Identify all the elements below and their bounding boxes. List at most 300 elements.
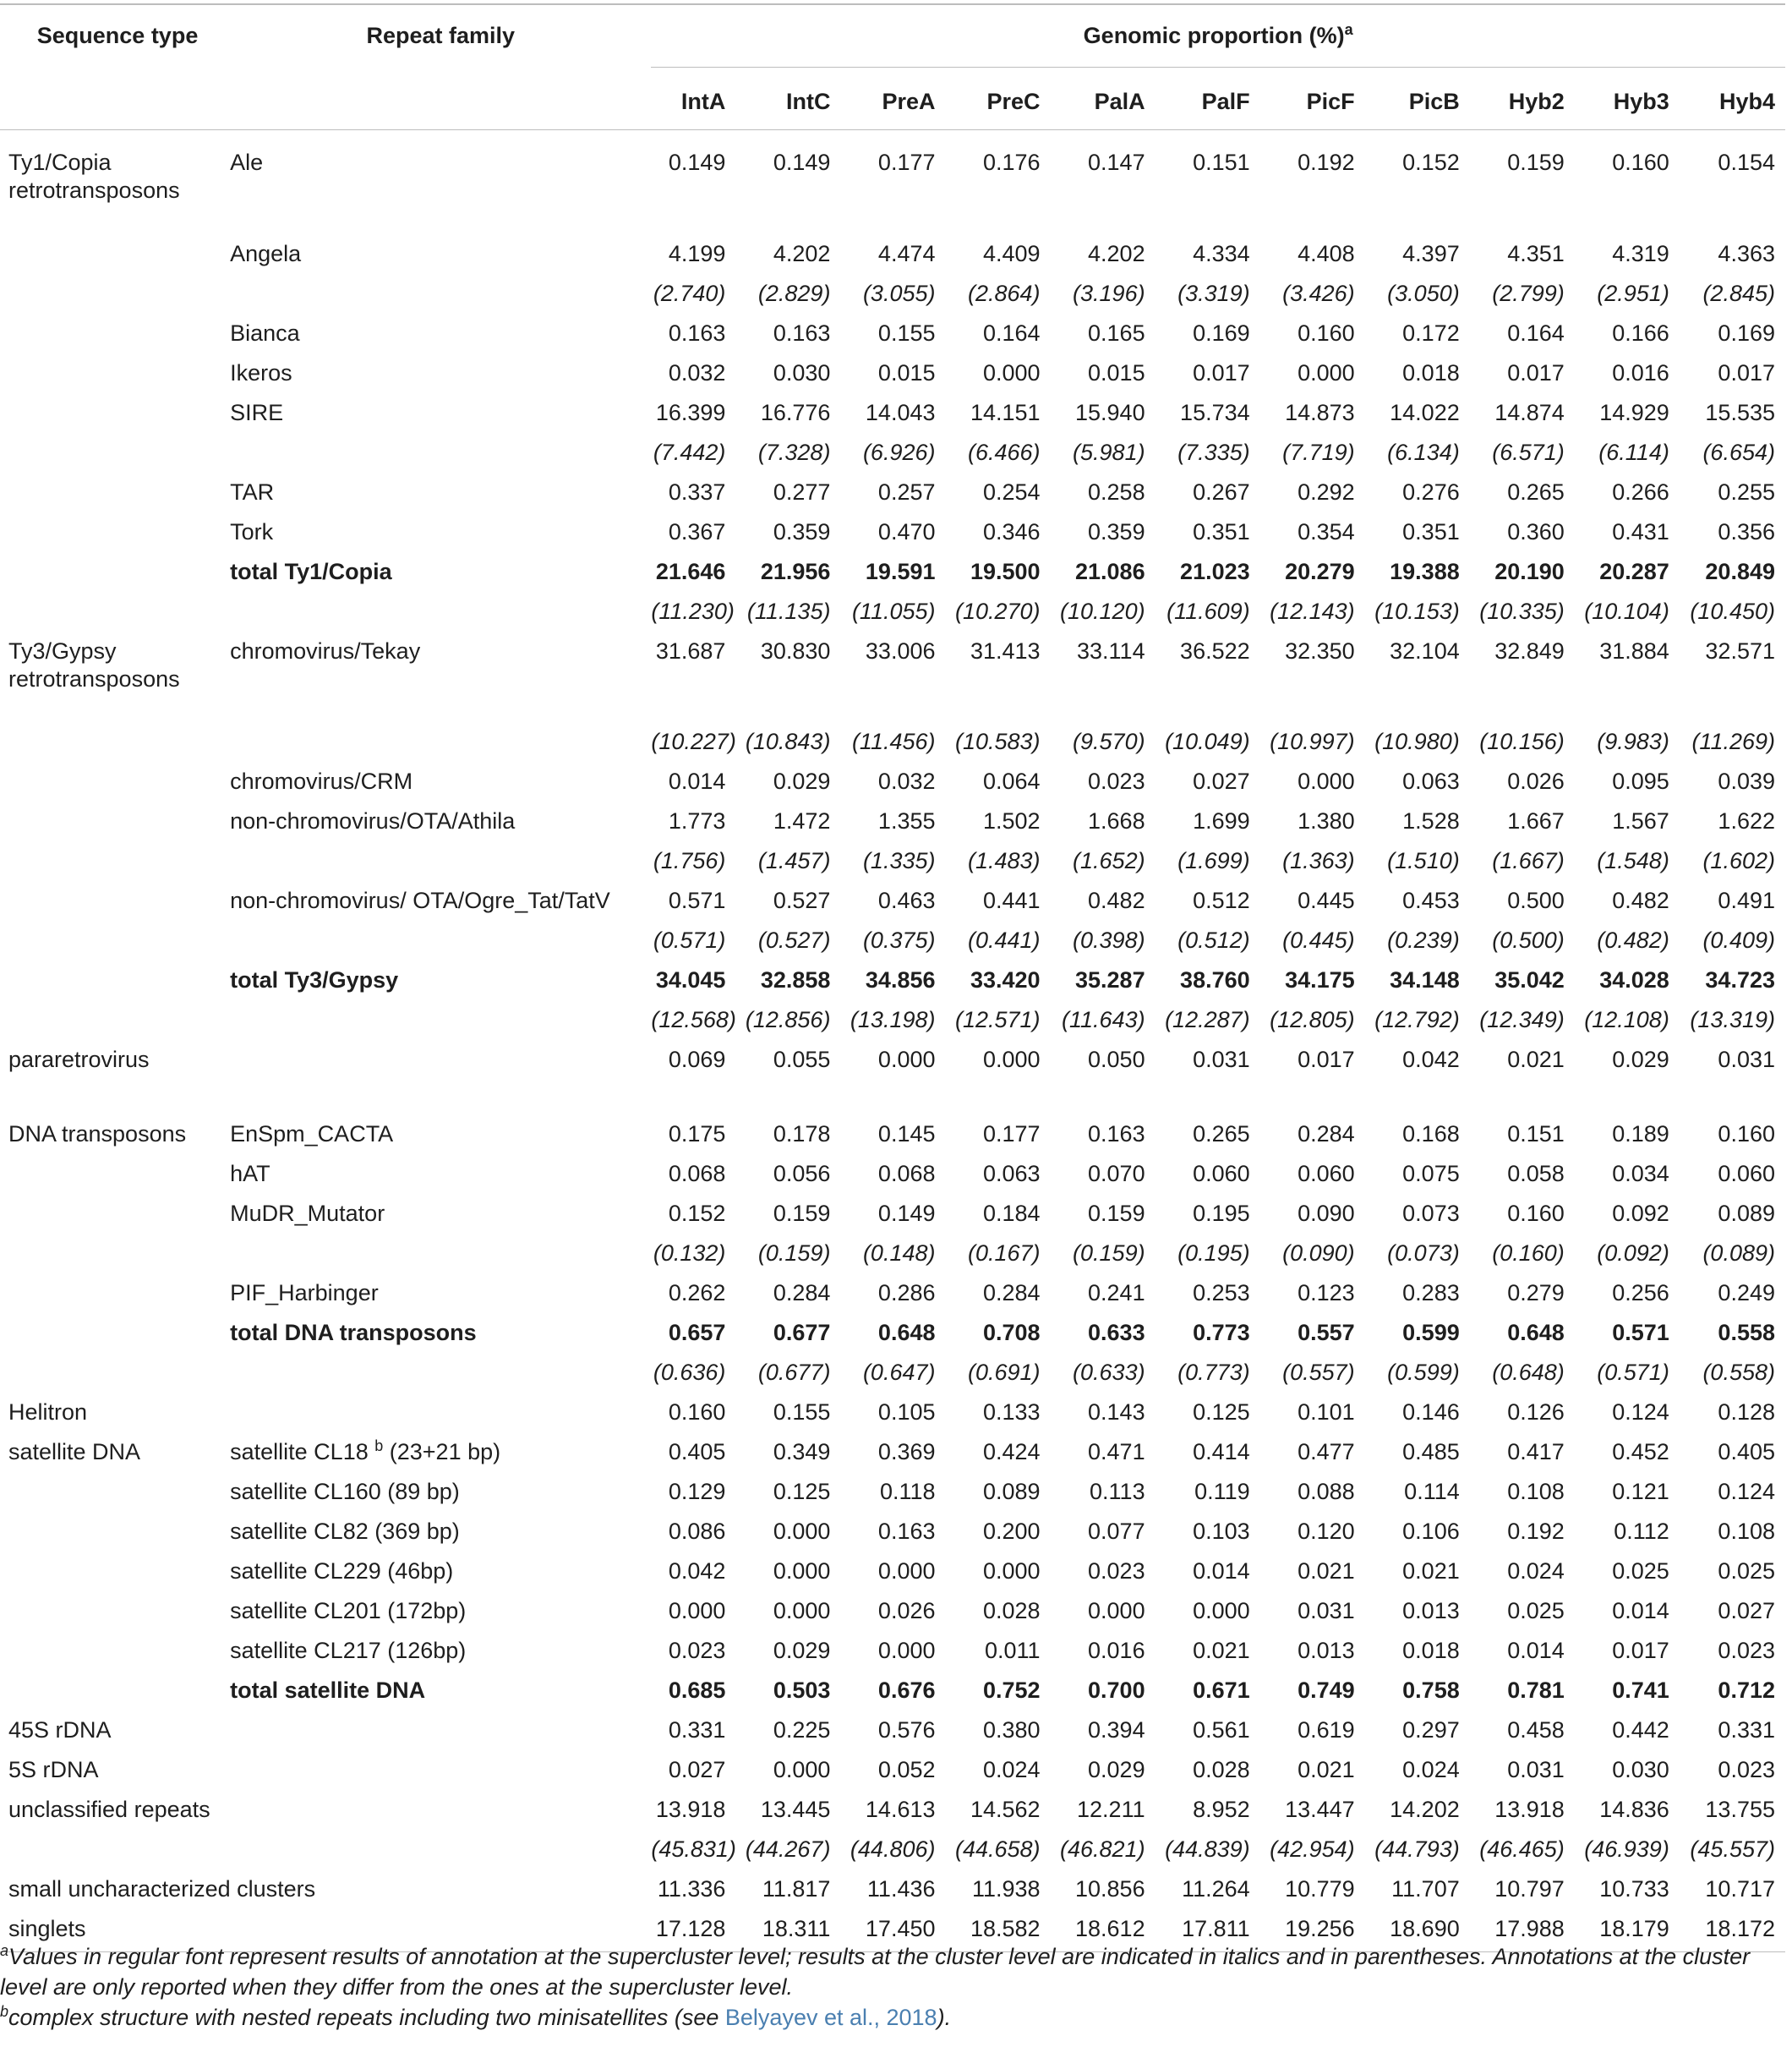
value-cell-pala: 0.050 [1088,1047,1145,1072]
value-cell-picf: 19.256 [1260,1909,1365,1952]
repeat-family-cell [227,1432,651,1472]
value-cell-hyb2: (1.667) [1492,848,1565,873]
value-cell-hyb4: (6.654) [1702,440,1775,465]
value-cell-hyb4: (1.602) [1702,848,1775,873]
footnote-b-mark: b [0,2003,9,2020]
value-cell-prea: 14.043 [865,400,936,425]
value-cell-picb: 0.152 [1402,150,1460,175]
table-row [0,473,1785,512]
value-cell-hyb2: 0.031 [1507,1757,1565,1782]
value-cell-palf: 0.125 [1193,1399,1250,1425]
value-cell-pala: 15.940 [1075,400,1145,425]
value-cell-inta: 0.068 [668,1161,726,1186]
value-cell-picf: (10.997) [1270,729,1355,754]
value-cell-picf: 34.175 [1285,967,1355,993]
value-cell-hyb4: 0.712 [1718,1678,1775,1703]
value-cell-palf: (3.319) [1177,281,1250,306]
value-cell-picb: 1.528 [1402,808,1460,834]
value-cell-pala: 10.856 [1075,1876,1145,1902]
value-cell-hyb2: 4.351 [1507,241,1565,266]
value-cell-inta: (12.568) [651,1007,736,1032]
value-cell-prec: 0.441 [982,888,1041,913]
value-cell-prec: 0.000 [982,1558,1041,1584]
value-cell-inta: (10.227) [651,729,736,754]
value-cell-picf: 0.021 [1298,1757,1355,1782]
value-cell-prea: 0.000 [877,1638,936,1663]
value-cell-hyb3: 0.571 [1612,1320,1669,1345]
footnote-mark-a: a [1344,21,1353,38]
value-cell-intc: 0.000 [773,1558,831,1584]
table-row [0,961,1785,1000]
value-cell-hyb3: 0.034 [1612,1161,1669,1186]
value-cell-inta: 0.042 [668,1558,726,1584]
column-header-hyb2: Hyb2 [1470,68,1575,130]
value-cell-palf: 0.027 [1193,769,1250,794]
repeat-family-cell: MuDR_Mutator [230,1201,385,1226]
value-cell-prea: 0.068 [877,1161,936,1186]
value-cell-prec: 0.346 [982,519,1041,545]
value-cell-hyb2: 0.021 [1507,1047,1565,1072]
value-cell-hyb4: 0.558 [1718,1320,1775,1345]
value-cell-picb: 18.690 [1365,1909,1470,1952]
table-row [0,921,1785,961]
value-cell-prea: (44.806) [850,1836,936,1862]
value-cell-picf: 0.192 [1298,150,1355,175]
sequence-type-cell [0,314,227,353]
value-cell-palf: 0.021 [1193,1638,1250,1663]
table-row [0,314,1785,353]
value-cell-picb: 0.351 [1402,519,1460,545]
footnote-a [0,1941,1785,2002]
value-cell-palf: (12.287) [1165,1007,1250,1032]
value-cell-hyb3: 0.442 [1612,1717,1669,1743]
value-cell-hyb3: 0.124 [1612,1399,1669,1425]
value-cell-prea: 0.105 [877,1399,936,1425]
value-cell-prec: 19.500 [970,559,1041,584]
value-cell-hyb3: (0.482) [1597,928,1669,953]
value-cell-intc: 0.527 [773,888,831,913]
value-cell-hyb2: (12.349) [1479,1007,1565,1032]
sequence-type-cell: Ty1/Copia retrotransposons [8,150,180,203]
value-cell-picf: (0.090) [1282,1240,1355,1266]
table-row [0,841,1785,881]
value-cell-hyb2: 0.025 [1507,1598,1565,1623]
value-cell-hyb2: 0.192 [1507,1519,1565,1544]
repeat-family-cell [227,841,651,881]
value-cell-hyb2: 0.500 [1507,888,1565,913]
value-cell-palf: 0.253 [1193,1280,1250,1305]
table-row [0,512,1785,552]
value-cell-pala: 0.163 [1088,1121,1145,1147]
value-cell-prec: 0.200 [982,1519,1041,1544]
value-cell-inta: 0.571 [668,888,726,913]
table-row [0,1750,1785,1790]
value-cell-prec: (10.583) [954,729,1041,754]
value-cell-pala: 1.668 [1088,808,1145,834]
value-cell-picf: 0.557 [1298,1320,1355,1345]
value-cell-prec: 0.028 [982,1598,1041,1623]
value-cell-picb: 34.148 [1390,967,1460,993]
value-cell-picb: 11.707 [1391,1876,1460,1902]
value-cell-prea: 1.355 [877,808,936,834]
value-cell-picb: (10.153) [1374,599,1460,624]
value-cell-intc: 11.817 [762,1876,831,1902]
value-cell-picb: 32.104 [1390,638,1460,664]
table-row [0,353,1785,393]
value-cell-inta: 21.646 [655,559,726,584]
repeat-family-cell: TAR [230,479,275,505]
value-cell-hyb2: 0.151 [1507,1121,1565,1147]
value-cell-prea: (6.926) [862,440,936,465]
value-cell-hyb3: 20.287 [1599,559,1669,584]
sequence-type-cell: small uncharacterized clusters [8,1876,316,1902]
value-cell-prea: 14.613 [865,1797,936,1822]
value-cell-hyb4: 0.124 [1718,1479,1775,1504]
value-cell-picf: 0.000 [1298,360,1355,386]
value-cell-intc: 13.445 [760,1797,831,1822]
value-cell-picf: (3.426) [1282,281,1355,306]
value-cell-hyb2: 1.667 [1507,808,1565,834]
value-cell-palf: 0.169 [1193,320,1250,346]
repeat-family-cell: satellite CL82 (369 bp) [230,1519,460,1544]
value-cell-inta: 31.687 [655,638,726,664]
repeat-family-cell: SIRE [230,400,284,425]
table-row [0,1000,1785,1040]
value-cell-hyb4: 0.491 [1718,888,1775,913]
table-row [0,762,1785,802]
value-cell-prec: 0.000 [982,1047,1041,1072]
repeat-family-cell [227,1000,651,1040]
value-cell-pala: 4.202 [1088,241,1145,266]
value-cell-intc: 0.159 [773,1201,831,1226]
value-cell-palf: 0.512 [1193,888,1250,913]
value-cell-prea: (0.148) [862,1240,936,1266]
value-cell-intc: 0.000 [773,1757,831,1782]
value-cell-prec: 0.424 [982,1439,1041,1464]
value-cell-inta: 0.129 [668,1479,726,1504]
value-cell-picf: 13.447 [1285,1797,1355,1822]
repeat-family-cell: satellite CL217 (126bp) [230,1638,467,1663]
value-cell-hyb4: 0.249 [1718,1280,1775,1305]
value-cell-intc: (0.527) [757,928,831,953]
value-cell-intc: 0.349 [773,1439,831,1464]
table-row [0,1234,1785,1273]
sequence-type-cell [0,1194,227,1234]
table-row [0,1432,1785,1472]
table-row [0,1552,1785,1591]
value-cell-inta: 0.175 [668,1121,726,1147]
value-cell-picb: 4.397 [1402,241,1460,266]
repeat-family-cell: Bianca [230,320,300,346]
value-cell-picb: 0.075 [1402,1161,1460,1186]
value-cell-prea: 19.591 [865,559,936,584]
value-cell-picb: 0.063 [1402,769,1460,794]
value-cell-picf: (0.557) [1282,1360,1355,1385]
value-cell-intc: 0.055 [773,1047,831,1072]
value-cell-palf: 11.264 [1182,1876,1250,1902]
value-cell-prec: 0.177 [982,1121,1041,1147]
value-cell-prea: 0.052 [877,1757,936,1782]
value-cell-hyb4: 0.255 [1718,479,1775,505]
value-cell-palf: 0.351 [1193,519,1250,545]
value-cell-prec: 0.133 [982,1399,1041,1425]
value-cell-hyb2: 0.160 [1507,1201,1565,1226]
value-cell-hyb3: 0.266 [1612,479,1669,505]
value-cell-intc: 1.472 [773,808,831,834]
value-cell-prec: 0.011 [984,1638,1041,1663]
value-cell-hyb2: 14.874 [1494,400,1565,425]
table-row [0,393,1785,433]
value-cell-hyb2: 0.417 [1507,1439,1565,1464]
value-cell-palf: 0.014 [1193,1558,1250,1584]
value-cell-hyb2: 13.918 [1494,1797,1565,1822]
repeat-family-cell: Ale [230,150,264,175]
sequence-type-cell [0,211,227,274]
value-cell-picb: 0.018 [1402,1638,1460,1663]
value-cell-hyb2: 0.458 [1507,1717,1565,1743]
value-cell-intc: 30.830 [760,638,831,664]
value-cell-picf: 0.477 [1298,1439,1355,1464]
value-cell-pala: 18.612 [1051,1909,1156,1952]
value-cell-inta: 0.086 [668,1519,726,1544]
sequence-type-cell [0,1472,227,1512]
value-cell-hyb3: 0.030 [1612,1757,1669,1782]
table-row [0,1710,1785,1750]
header-row-group [0,4,1785,68]
value-cell-intc: 18.311 [735,1909,840,1952]
value-cell-hyb4: 0.060 [1718,1161,1775,1186]
table-row [0,1154,1785,1194]
value-cell-prea: 0.149 [877,1201,936,1226]
value-cell-pala: 0.258 [1088,479,1145,505]
repeat-family-cell [227,274,651,314]
repeat-family-cell: satellite CL201 (172bp) [230,1598,467,1623]
repeat-family-label: satellite CL18 [230,1439,369,1464]
repeat-family-cell [227,1040,651,1080]
value-cell-pala: 0.023 [1088,1558,1145,1584]
sequence-type-cell: unclassified repeats [8,1797,210,1822]
value-cell-pala: 0.070 [1088,1161,1145,1186]
value-cell-pala: (9.570) [1073,729,1145,754]
value-cell-prec: (10.270) [954,599,1041,624]
value-cell-hyb4: 0.405 [1718,1439,1775,1464]
value-cell-picb: 0.168 [1402,1121,1460,1147]
repeat-family-cell: total Ty1/Copia [230,559,392,584]
header-empty-2 [227,68,651,130]
value-cell-prea: 0.000 [877,1047,936,1072]
value-cell-prec: 18.582 [946,1909,1051,1952]
value-cell-pala: 0.471 [1088,1439,1145,1464]
value-cell-hyb4: 32.571 [1705,638,1775,664]
value-cell-hyb4: 0.027 [1718,1598,1775,1623]
value-cell-picb: 14.022 [1390,400,1460,425]
value-cell-picb: 14.202 [1390,1797,1460,1822]
value-cell-hyb4: (10.450) [1690,599,1775,624]
table-row [0,433,1785,473]
value-cell-pala: 0.000 [1088,1598,1145,1623]
value-cell-palf: (0.773) [1177,1360,1250,1385]
sequence-type-cell: singlets [0,1909,227,1952]
value-cell-palf: 0.671 [1193,1678,1250,1703]
value-cell-picf: 1.380 [1298,808,1355,834]
value-cell-picf: 0.354 [1298,519,1355,545]
value-cell-hyb4: (2.845) [1702,281,1775,306]
sequence-type-cell [0,961,227,1000]
table-row [0,1472,1785,1512]
value-cell-picf: 0.123 [1298,1280,1355,1305]
value-cell-hyb2: 0.014 [1507,1638,1565,1663]
value-cell-inta: 0.163 [668,320,726,346]
table-row [0,1194,1785,1234]
value-cell-hyb4: 15.535 [1705,400,1775,425]
value-cell-inta: 0.000 [668,1598,726,1623]
footnote-mark-b: b [374,1437,384,1454]
value-cell-hyb2: 0.058 [1507,1161,1565,1186]
value-cell-prea: 0.576 [877,1717,936,1743]
value-cell-pala: (5.981) [1073,440,1145,465]
value-cell-hyb3: 0.014 [1612,1598,1669,1623]
value-cell-prec: 14.562 [970,1797,1041,1822]
table-row [0,881,1785,921]
header-repeat-family: Repeat family [227,4,651,68]
sequence-type-cell [0,473,227,512]
value-cell-hyb4: 0.169 [1718,320,1775,346]
value-cell-prea: 0.163 [877,1519,936,1544]
repeat-family-cell: EnSpm_CACTA [230,1121,394,1147]
value-cell-pala: 35.287 [1075,967,1145,993]
value-cell-inta: 0.262 [668,1280,726,1305]
repeat-family-cell [227,433,651,473]
value-cell-hyb3: 0.189 [1612,1121,1669,1147]
value-cell-inta: (2.740) [653,281,726,306]
value-cell-pala: 33.114 [1077,638,1145,664]
value-cell-picb: 0.453 [1402,888,1460,913]
value-cell-palf: 21.023 [1180,559,1250,584]
value-cell-inta: 4.199 [668,241,726,266]
value-cell-inta: (11.230) [651,599,735,624]
value-cell-intc: 0.000 [773,1519,831,1544]
value-cell-pala: 0.359 [1088,519,1145,545]
value-cell-hyb4: 4.363 [1718,241,1775,266]
value-cell-pala: 0.147 [1088,150,1145,175]
value-cell-hyb4: 0.154 [1718,150,1775,175]
value-cell-hyb4: 0.031 [1718,1047,1775,1072]
table-footnotes [0,1941,1785,2033]
value-cell-hyb3: 0.025 [1612,1558,1669,1584]
repeat-family-cell: chromovirus/Tekay [230,638,421,664]
value-cell-hyb4: 0.356 [1718,519,1775,545]
value-cell-prea: 0.286 [877,1280,936,1305]
value-cell-prec: (6.466) [967,440,1041,465]
value-cell-intc: (2.829) [757,281,831,306]
table-row [0,592,1785,632]
value-cell-prec: (1.483) [967,848,1041,873]
value-cell-hyb4: 0.160 [1718,1121,1775,1147]
value-cell-prec: 14.151 [970,400,1041,425]
value-cell-picf: 32.350 [1285,638,1355,664]
table-row [0,1591,1785,1631]
sequence-type-cell [0,881,227,921]
value-cell-hyb3: 1.567 [1612,808,1669,834]
value-cell-hyb2: 32.849 [1494,638,1565,664]
sequence-type-cell [0,512,227,552]
value-cell-inta: 34.045 [655,967,726,993]
table-row [0,1353,1785,1393]
value-cell-palf: 4.334 [1193,241,1250,266]
value-cell-hyb4: (0.558) [1702,1360,1775,1385]
sequence-type-cell: Helitron [8,1399,88,1425]
value-cell-hyb2: 0.279 [1507,1280,1565,1305]
value-cell-picf: (1.363) [1282,848,1355,873]
value-cell-picb: (0.599) [1387,1360,1460,1385]
value-cell-prea: 11.436 [866,1876,936,1902]
citation-link[interactable]: Belyayev et al., 2018 [724,2005,937,2030]
value-cell-intc: 0.163 [773,320,831,346]
value-cell-palf: (44.839) [1165,1836,1250,1862]
value-cell-inta: 0.149 [668,150,726,175]
value-cell-hyb2: 17.988 [1470,1909,1575,1952]
value-cell-intc: 0.030 [773,360,831,386]
value-cell-hyb3: 0.016 [1612,360,1669,386]
value-cell-hyb3: 14.836 [1599,1797,1669,1822]
column-header-pala: PalA [1051,68,1156,130]
column-header-inta: IntA [651,68,735,130]
value-cell-pala: (10.120) [1060,599,1145,624]
sequence-type-cell [0,1234,227,1273]
value-cell-hyb4: 18.172 [1680,1909,1785,1952]
value-cell-inta: (45.831) [651,1836,736,1862]
value-cell-hyb3: 0.160 [1612,150,1669,175]
value-cell-palf: 0.265 [1193,1121,1250,1147]
value-cell-picb: 0.073 [1402,1201,1460,1226]
value-cell-picf: 0.284 [1298,1121,1355,1147]
value-cell-pala: 0.700 [1088,1678,1145,1703]
value-cell-hyb4: (11.269) [1691,729,1775,754]
repeat-family-cell: Tork [230,519,274,545]
value-cell-intc: 0.503 [773,1678,831,1703]
repeat-family-cell: non-chromovirus/ OTA/Ogre_Tat/TatV [230,888,610,913]
value-cell-hyb2: 0.108 [1507,1479,1565,1504]
repeat-family-suffix: (23+21 bp) [383,1439,501,1464]
value-cell-prec: 0.708 [982,1320,1041,1345]
sequence-type-cell [0,1313,227,1353]
value-cell-prec: (0.167) [967,1240,1041,1266]
value-cell-pala: 0.159 [1088,1201,1145,1226]
value-cell-hyb2: 0.360 [1507,519,1565,545]
value-cell-hyb3: 10.733 [1599,1876,1669,1902]
sequence-type-cell: Ty3/Gypsy retrotransposons [8,638,180,692]
value-cell-hyb2: 0.126 [1507,1399,1565,1425]
value-cell-prec: (0.691) [967,1360,1041,1385]
value-cell-prec: (44.658) [954,1836,1041,1862]
value-cell-prea: 0.463 [877,888,936,913]
value-cell-inta: 0.337 [668,479,726,505]
repeat-family-cell: hAT [230,1161,270,1186]
table-row [0,1040,1785,1080]
value-cell-picf: 0.749 [1298,1678,1355,1703]
value-cell-picb: 0.283 [1402,1280,1460,1305]
value-cell-hyb3: 0.741 [1612,1678,1669,1703]
value-cell-palf: (11.609) [1166,599,1250,624]
value-cell-inta: 13.918 [655,1797,726,1822]
value-cell-picf: 14.873 [1285,400,1355,425]
value-cell-palf: (0.195) [1177,1240,1250,1266]
value-cell-prea: 0.155 [877,320,936,346]
value-cell-hyb4: (45.557) [1690,1836,1775,1862]
footnote-b-text: complex structure with nested repeats including two minisatellites (see [8,2005,725,2030]
sequence-type-cell [0,762,227,802]
value-cell-hyb2: 0.781 [1507,1678,1565,1703]
